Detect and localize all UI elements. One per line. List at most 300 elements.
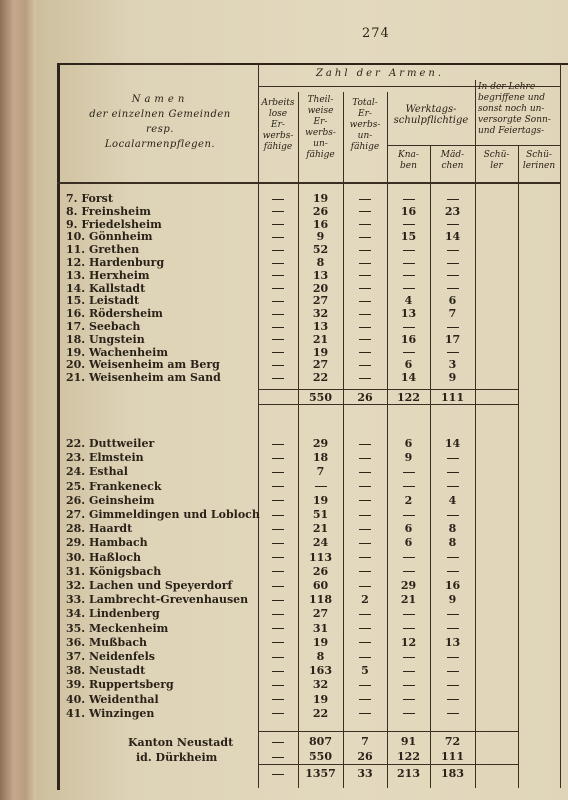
- cell-total: [343, 308, 387, 320]
- cell-arbeitslose: [258, 295, 298, 307]
- dash-mark: [403, 571, 415, 572]
- dash-mark: [272, 671, 284, 672]
- cell-maedchen: 8: [448, 522, 457, 536]
- cell-maedchen: [430, 552, 475, 564]
- dash-mark: [447, 571, 459, 572]
- cell-arbeitslose: [258, 651, 298, 663]
- dash-mark: [403, 250, 415, 251]
- cell-theilweise: 24: [312, 536, 329, 550]
- cell-arbeitslose: [258, 566, 298, 578]
- header-line: un-: [357, 131, 373, 141]
- dash-mark: [359, 275, 371, 276]
- row-name: 10. Gönnheim: [66, 230, 153, 244]
- cell-total: [343, 206, 387, 218]
- row-name: 26. Geinsheim: [66, 493, 155, 507]
- totals-arbeitslose: [258, 736, 298, 748]
- col-rule-maedchen: [475, 80, 476, 788]
- cell-knaben: 12: [400, 635, 417, 649]
- cell-arbeitslose: [258, 334, 298, 346]
- dash-mark: [359, 500, 371, 501]
- cell-theilweise: 19: [312, 345, 329, 359]
- header-line: Er-: [313, 117, 328, 127]
- header-line: Werktags-: [405, 104, 457, 115]
- dash-mark: [272, 614, 284, 615]
- dash-mark: [447, 275, 459, 276]
- cell-total: [343, 694, 387, 706]
- cell-maedchen: [430, 651, 475, 663]
- cell-arbeitslose: [258, 523, 298, 535]
- row-name: 34. Lindenberg: [66, 607, 160, 621]
- dash-mark: [403, 263, 415, 264]
- row-name: 19. Wachenheim: [66, 345, 168, 359]
- cell-arbeitslose: [258, 206, 298, 218]
- row-name: 14. Kallstadt: [66, 281, 146, 295]
- cell-total: [343, 566, 387, 578]
- dash-mark: [359, 237, 371, 238]
- cell-theilweise: 21: [312, 522, 329, 536]
- cell-knaben: [387, 708, 430, 720]
- cell-total: [343, 679, 387, 691]
- dash-mark: [315, 486, 327, 487]
- dash-mark: [403, 557, 415, 558]
- cell-theilweise: 19: [312, 692, 329, 706]
- cell-knaben: 16: [400, 204, 417, 218]
- header-line: werbs-: [349, 120, 381, 130]
- row-name: 24. Esthal: [66, 465, 128, 479]
- cell-maedchen: 14: [444, 437, 461, 450]
- dash-mark: [403, 327, 415, 328]
- cell-total: [343, 552, 387, 564]
- row-name: 30. Haßloch: [66, 550, 142, 564]
- cell-knaben: [387, 270, 430, 282]
- cell-total: [343, 334, 387, 346]
- header-line: In der Lehre: [478, 82, 536, 92]
- cell-theilweise: 22: [312, 371, 329, 385]
- row-name: 28. Haardt: [66, 522, 133, 536]
- dash-mark: [403, 713, 415, 714]
- cell-total: [343, 481, 387, 493]
- cell-knaben: [387, 509, 430, 521]
- header-line: Mäd-: [440, 150, 465, 160]
- cell-maedchen: [430, 608, 475, 620]
- cell-maedchen: [430, 481, 475, 493]
- cell-theilweise: 20: [312, 281, 329, 295]
- dash-mark: [447, 699, 459, 700]
- cell-knaben: 16: [400, 332, 417, 346]
- cell-knaben: [387, 694, 430, 706]
- cell-knaben: 29: [400, 579, 417, 592]
- cell-knaben: 21: [400, 593, 417, 607]
- dash-mark: [447, 671, 459, 672]
- dash-mark: [272, 642, 284, 643]
- row-name: 8. Freinsheim: [66, 204, 151, 218]
- row-name: 23. Elmstein: [66, 451, 144, 465]
- cell-theilweise: [298, 481, 343, 493]
- dash-mark: [403, 515, 415, 516]
- cell-maedchen: 13: [444, 635, 461, 649]
- cell-theilweise: 8: [316, 256, 325, 269]
- cell-knaben: 9: [404, 451, 413, 465]
- cell-maedchen: [430, 694, 475, 706]
- dash-mark: [403, 486, 415, 487]
- header-line: und Feiertags-: [478, 126, 545, 136]
- totals-maedchen: 111: [441, 750, 464, 763]
- totals-rule: [258, 731, 518, 732]
- dash-mark: [272, 713, 284, 714]
- cell-knaben: 6: [404, 437, 413, 450]
- cell-knaben: [387, 466, 430, 478]
- dash-mark: [447, 288, 459, 289]
- header-total: [343, 98, 387, 153]
- totals-arbeitslose: [258, 751, 298, 763]
- header-name-line: Localarmenpflegen.: [104, 139, 216, 150]
- dash-mark: [359, 288, 371, 289]
- header-arbeitslose: [258, 98, 298, 153]
- dash-mark: [403, 614, 415, 615]
- dash-mark: [272, 352, 284, 353]
- header-line: lose: [268, 109, 288, 119]
- cell-theilweise: 163: [309, 664, 332, 678]
- dash-mark: [272, 339, 284, 340]
- cell-knaben: [387, 283, 430, 295]
- dash-mark: [272, 628, 284, 629]
- cell-maedchen: 16: [444, 579, 461, 592]
- dash-mark: [272, 571, 284, 572]
- cell-theilweise: 27: [312, 607, 329, 621]
- dash-mark: [359, 199, 371, 200]
- dash-mark: [272, 600, 284, 601]
- header-bottom-rule: [57, 182, 560, 184]
- cell-total: 5: [361, 664, 369, 678]
- cell-arbeitslose: [258, 665, 298, 677]
- row-name: 15. Leistadt: [66, 294, 140, 308]
- cell-theilweise: 26: [312, 564, 329, 578]
- cell-total: [343, 270, 387, 282]
- header-line: Arbeits: [261, 98, 295, 108]
- cell-knaben: [387, 481, 430, 493]
- cell-arbeitslose: [258, 219, 298, 231]
- cell-arbeitslose: [258, 552, 298, 564]
- cell-theilweise: 113: [309, 550, 332, 564]
- header-line: fähige: [306, 150, 335, 160]
- header-line: Theil-: [307, 95, 334, 105]
- cell-knaben: [387, 623, 430, 635]
- totals-total: 33: [357, 767, 373, 780]
- row-name: 9. Friedelsheim: [66, 217, 162, 231]
- dash-mark: [272, 301, 284, 302]
- cell-theilweise: 32: [312, 678, 329, 692]
- cell-theilweise: 31: [312, 621, 329, 635]
- dash-mark: [447, 713, 459, 714]
- dash-mark: [272, 199, 284, 200]
- dash-mark: [272, 365, 284, 366]
- row-name: 31. Königsbach: [66, 564, 162, 578]
- cell-knaben: [387, 347, 430, 359]
- section1-sum-rule: [258, 389, 518, 390]
- cell-total: 2: [361, 593, 369, 607]
- header-name-column: [72, 92, 248, 152]
- cell-knaben: 13: [400, 307, 417, 321]
- cell-arbeitslose: [258, 372, 298, 384]
- cell-total: [343, 637, 387, 649]
- cell-knaben: [387, 665, 430, 677]
- header-line: begriffene und: [478, 93, 546, 103]
- dash-mark: [272, 472, 284, 473]
- dash-mark: [447, 515, 459, 516]
- grand-total-rule: [258, 764, 518, 765]
- dash-mark: [359, 557, 371, 558]
- cell-total: [343, 219, 387, 231]
- cell-knaben: [387, 651, 430, 663]
- cell-maedchen: [430, 347, 475, 359]
- section1-sum-knaben: 122: [397, 391, 420, 404]
- cell-maedchen: [430, 466, 475, 478]
- dash-mark: [272, 742, 284, 743]
- cell-arbeitslose: [258, 537, 298, 549]
- dash-mark: [403, 352, 415, 353]
- cell-arbeitslose: [258, 466, 298, 478]
- cell-knaben: [387, 552, 430, 564]
- dash-mark: [403, 224, 415, 225]
- cell-maedchen: [430, 270, 475, 282]
- dash-mark: [403, 699, 415, 700]
- row-name: 39. Ruppertsberg: [66, 678, 174, 692]
- dash-mark: [359, 458, 371, 459]
- row-name: 7. Forst: [66, 192, 113, 205]
- dash-mark: [272, 500, 284, 501]
- dash-mark: [272, 211, 284, 212]
- dash-mark: [359, 614, 371, 615]
- row-name: 41. Winzingen: [66, 706, 155, 720]
- cell-knaben: [387, 608, 430, 620]
- row-name: 20. Weisenheim am Berg: [66, 358, 220, 372]
- row-name: 11. Grethen: [66, 243, 140, 257]
- totals-arbeitslose: [258, 768, 298, 780]
- dash-mark: [272, 288, 284, 289]
- cell-maedchen: [430, 244, 475, 256]
- row-name: 12. Hardenburg: [66, 256, 165, 269]
- row-name: 25. Frankeneck: [66, 479, 162, 493]
- dash-mark: [359, 250, 371, 251]
- header-line: versorgte Sonn-: [478, 115, 551, 125]
- dash-mark: [272, 458, 284, 459]
- totals-maedchen: 72: [444, 735, 461, 748]
- dash-mark: [272, 543, 284, 544]
- cell-maedchen: [430, 566, 475, 578]
- cell-theilweise: 51: [312, 508, 329, 521]
- dash-mark: [403, 472, 415, 473]
- cell-knaben: [387, 566, 430, 578]
- dash-mark: [447, 224, 459, 225]
- dash-mark: [272, 327, 284, 328]
- cell-maedchen: [430, 708, 475, 720]
- cell-maedchen: [430, 509, 475, 521]
- cell-maedchen: 23: [444, 204, 461, 218]
- dash-mark: [403, 199, 415, 200]
- page-number: 274: [362, 26, 390, 41]
- cell-maedchen: 9: [448, 371, 457, 385]
- cell-total: [343, 372, 387, 384]
- cell-arbeitslose: [258, 679, 298, 691]
- cell-total: [343, 231, 387, 243]
- header-theilweise: [298, 95, 343, 161]
- dash-mark: [272, 757, 284, 758]
- dash-mark: [359, 327, 371, 328]
- header-line: fähige: [263, 142, 293, 152]
- header-line: sonst noch un-: [478, 104, 545, 114]
- dash-mark: [447, 458, 459, 459]
- cell-knaben: 15: [400, 230, 417, 244]
- cell-knaben: [387, 219, 430, 231]
- dash-mark: [447, 472, 459, 473]
- header-line: un-: [313, 139, 328, 149]
- cell-total: [343, 193, 387, 205]
- cell-maedchen: 17: [444, 332, 461, 346]
- dash-mark: [359, 211, 371, 212]
- cell-arbeitslose: [258, 270, 298, 282]
- dash-mark: [359, 365, 371, 366]
- col-rule-right: [560, 63, 561, 788]
- cell-theilweise: 13: [312, 268, 329, 282]
- cell-total: [343, 295, 387, 307]
- cell-maedchen: [430, 283, 475, 295]
- cell-arbeitslose: [258, 481, 298, 493]
- dash-mark: [403, 628, 415, 629]
- header-knaben: [387, 150, 430, 172]
- header-line: werbs-: [305, 128, 336, 138]
- cell-maedchen: [430, 219, 475, 231]
- cell-maedchen: [430, 679, 475, 691]
- section1-sum-maedchen: 111: [441, 391, 464, 404]
- cell-maedchen: 9: [448, 593, 457, 607]
- cell-arbeitslose: [258, 594, 298, 606]
- dash-mark: [359, 339, 371, 340]
- dash-mark: [359, 352, 371, 353]
- header-name-line: Namen: [131, 94, 189, 105]
- dash-mark: [272, 557, 284, 558]
- dash-mark: [447, 557, 459, 558]
- cell-maedchen: 3: [448, 358, 457, 372]
- cell-arbeitslose: [258, 359, 298, 371]
- cell-knaben: [387, 244, 430, 256]
- cell-maedchen: [430, 257, 475, 269]
- header-line: schulpflichtige: [393, 115, 469, 126]
- header-line: werbs-: [262, 131, 294, 141]
- totals-label: id. Dürkheim: [136, 751, 218, 764]
- dash-mark: [403, 288, 415, 289]
- cell-knaben: [387, 321, 430, 333]
- totals-knaben: 122: [397, 750, 420, 763]
- cell-arbeitslose: [258, 283, 298, 295]
- header-schueler: Schü- ler: [483, 150, 510, 171]
- dash-mark: [359, 657, 371, 658]
- cell-maedchen: 8: [448, 536, 457, 550]
- row-name: 32. Lachen und Speyerdorf: [66, 579, 233, 592]
- totals-maedchen: 183: [441, 767, 464, 780]
- dash-mark: [359, 571, 371, 572]
- row-name: 21. Weisenheim am Sand: [66, 371, 221, 385]
- cell-theilweise: 9: [316, 230, 325, 244]
- dash-mark: [272, 774, 284, 775]
- cell-arbeitslose: [258, 193, 298, 205]
- section1-end-rule: [258, 404, 518, 405]
- dash-mark: [272, 515, 284, 516]
- dash-mark: [272, 314, 284, 315]
- totals-theilweise: 550: [309, 750, 332, 763]
- header-line: Total-: [352, 98, 378, 108]
- cell-arbeitslose: [258, 608, 298, 620]
- cell-knaben: 4: [404, 294, 413, 308]
- dash-mark: [359, 685, 371, 686]
- totals-knaben: 213: [397, 767, 420, 780]
- cell-arbeitslose: [258, 495, 298, 507]
- cell-maedchen: [430, 193, 475, 205]
- header-line: fähige: [350, 142, 380, 152]
- cell-maedchen: 14: [444, 230, 461, 244]
- dash-mark: [272, 224, 284, 225]
- cell-theilweise: 118: [309, 593, 332, 607]
- dash-mark: [272, 237, 284, 238]
- cell-arbeitslose: [258, 637, 298, 649]
- cell-knaben: [387, 679, 430, 691]
- cell-arbeitslose: [258, 623, 298, 635]
- cell-arbeitslose: [258, 244, 298, 256]
- header-rule-werktags: [387, 145, 560, 146]
- dash-mark: [447, 614, 459, 615]
- cell-arbeitslose: [258, 509, 298, 521]
- cell-theilweise: 16: [312, 217, 329, 231]
- header-line: Kna-: [398, 150, 419, 160]
- cell-knaben: [387, 193, 430, 205]
- cell-total: [343, 283, 387, 295]
- row-name: 16. Rödersheim: [66, 307, 163, 321]
- dash-mark: [403, 685, 415, 686]
- cell-arbeitslose: [258, 257, 298, 269]
- dash-mark: [359, 314, 371, 315]
- cell-theilweise: 60: [312, 579, 329, 592]
- cell-maedchen: 7: [448, 307, 457, 321]
- dash-mark: [272, 275, 284, 276]
- cell-maedchen: [430, 623, 475, 635]
- dash-mark: [403, 657, 415, 658]
- dash-mark: [359, 628, 371, 629]
- cell-theilweise: 29: [312, 437, 329, 450]
- dash-mark: [359, 378, 371, 379]
- dash-mark: [359, 543, 371, 544]
- cell-arbeitslose: [258, 438, 298, 450]
- cell-knaben: 6: [404, 522, 413, 536]
- cell-theilweise: 8: [316, 650, 325, 663]
- row-name: 36. Mußbach: [66, 635, 148, 649]
- row-name: 37. Neidenfels: [66, 650, 155, 663]
- cell-arbeitslose: [258, 580, 298, 592]
- cell-total: [343, 452, 387, 464]
- dash-mark: [403, 275, 415, 276]
- cell-theilweise: 13: [312, 320, 329, 333]
- cell-total: [343, 608, 387, 620]
- dash-mark: [447, 352, 459, 353]
- totals-total: 7: [361, 735, 369, 748]
- cell-total: [343, 537, 387, 549]
- row-name: 35. Meckenheim: [66, 621, 169, 635]
- dash-mark: [447, 685, 459, 686]
- row-name: 40. Weidenthal: [66, 692, 159, 706]
- dash-mark: [447, 486, 459, 487]
- dash-mark: [447, 263, 459, 264]
- cell-total: [343, 623, 387, 635]
- cell-theilweise: 19: [312, 192, 329, 205]
- dash-mark: [447, 628, 459, 629]
